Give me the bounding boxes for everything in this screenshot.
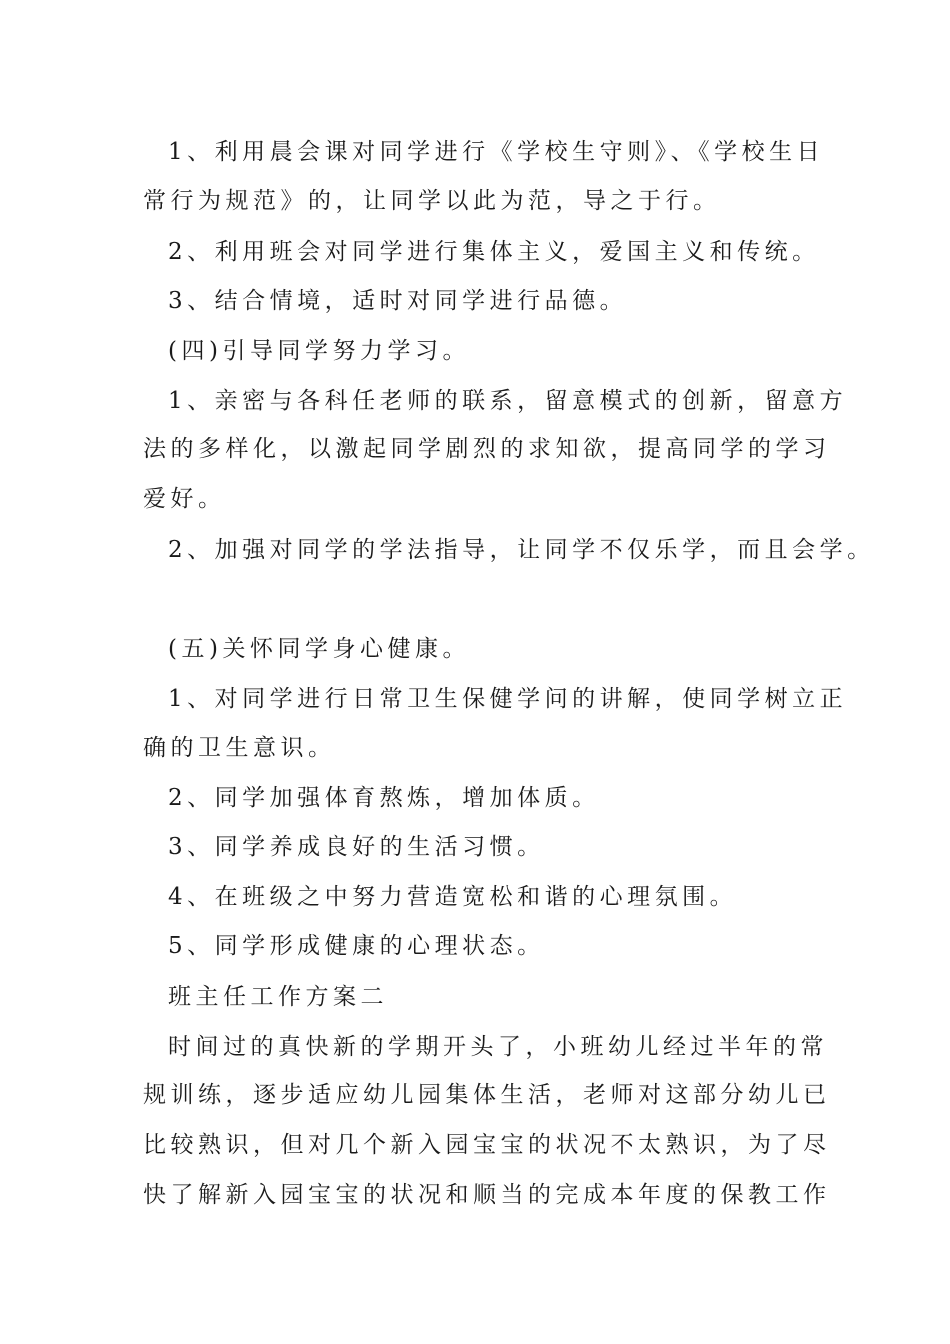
text-line: 2、加强对同学的学法指导，让同学不仅乐学，而且会学。 [168, 537, 875, 563]
text-line: 比较熟识，但对几个新入园宝宝的状况不太熟识，为了尽 [143, 1132, 831, 1158]
text-line: 4、在班级之中努力营造宽松和谐的心理氛围。 [168, 884, 738, 910]
text-line: 快了解新入园宝宝的状况和顺当的完成本年度的保教工作 [143, 1182, 831, 1208]
section-title: 班主任工作方案二 [168, 984, 388, 1010]
section-heading: (四)引导同学努力学习。 [168, 338, 470, 364]
text-line: 1、对同学进行日常卫生保健学问的讲解，使同学树立正 [168, 686, 848, 712]
text-line: 5、同学形成健康的心理状态。 [168, 933, 545, 959]
section-heading: (五)关怀同学身心健康。 [168, 636, 470, 662]
text-line: 规训练，逐步适应幼儿园集体生活，老师对这部分幼儿已 [143, 1082, 831, 1108]
text-line: 3、同学养成良好的生活习惯。 [168, 834, 545, 860]
text-line: 常行为规范》的，让同学以此为范，导之于行。 [143, 188, 721, 214]
text-line: 时间过的真快新的学期开头了，小班幼儿经过半年的常 [168, 1034, 828, 1060]
text-line: 3、结合情境，适时对同学进行品德。 [168, 288, 628, 314]
text-line: 1、亲密与各科任老师的联系，留意模式的创新，留意方 [168, 388, 848, 414]
text-line: 2、利用班会对同学进行集体主义，爱国主义和传统。 [168, 239, 820, 265]
text-line: 爱好。 [143, 486, 226, 512]
text-line: 2、同学加强体育熬炼，增加体质。 [168, 785, 600, 811]
text-line: 确的卫生意识。 [143, 735, 336, 761]
text-line: 法的多样化，以激起同学剧烈的求知欲，提高同学的学习 [143, 436, 831, 462]
text-line: 1、利用晨会课对同学进行《学校生守则》、《学校生日 [168, 139, 825, 165]
